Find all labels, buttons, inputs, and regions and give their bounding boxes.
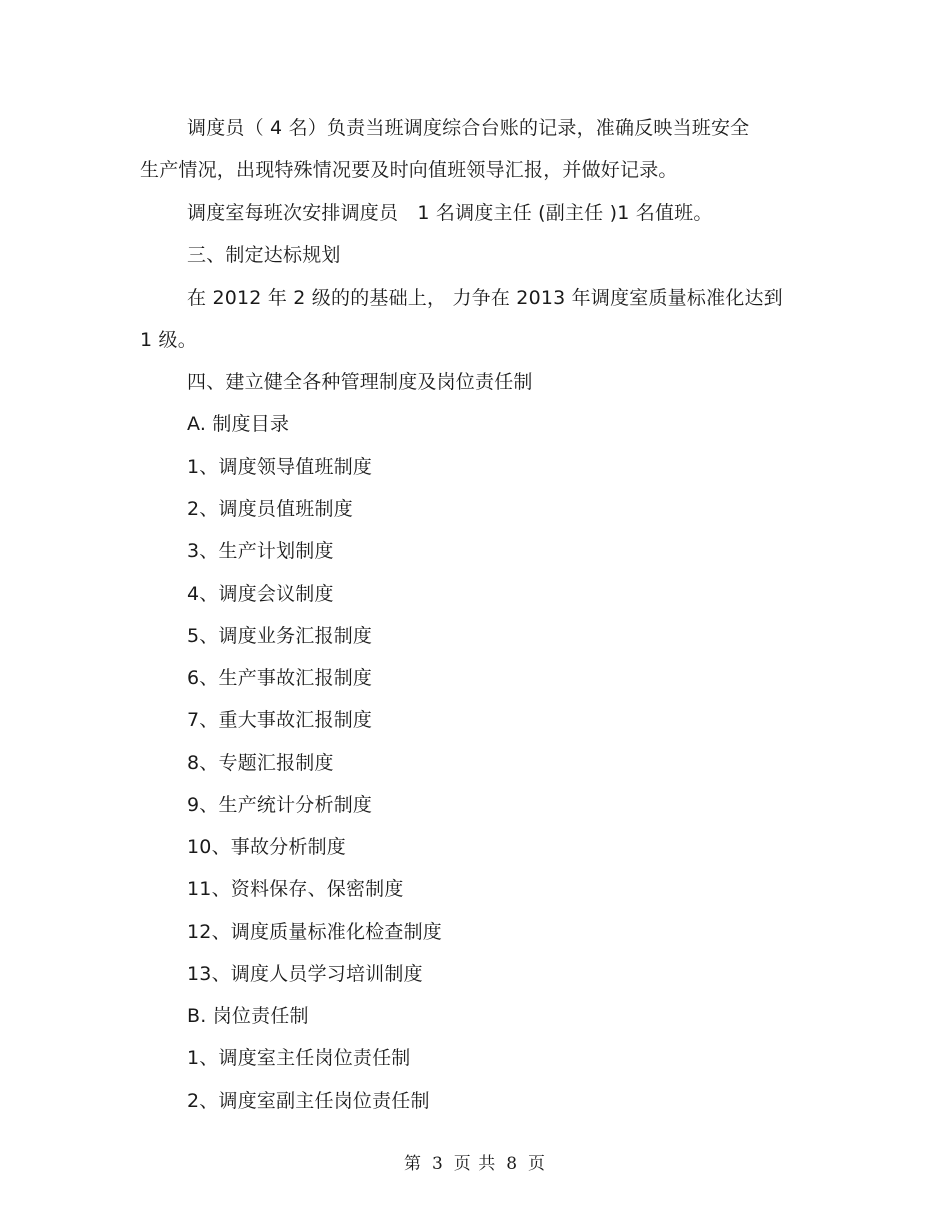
list-item: 2、调度室副主任岗位责任制	[187, 1090, 430, 1112]
list-item: 4、调度会议制度	[187, 583, 334, 605]
total-pages-number: 8	[506, 1154, 519, 1174]
footer-suffix: 页	[528, 1154, 547, 1174]
list-item: 10、事故分析制度	[187, 836, 346, 858]
list-item: 6、生产事故汇报制度	[187, 667, 373, 689]
list-item: 3、生产计划制度	[187, 540, 334, 562]
list-item: 2、调度员值班制度	[187, 498, 353, 520]
paragraph-dispatcher-duty-line1: 调度员（ 4 名）负责当班调度综合台账的记录，准确反映当班安全	[187, 117, 750, 139]
subsection-a-heading: A. 制度目录	[187, 413, 290, 435]
paragraph-dispatcher-duty-line2: 生产情况，出现特殊情况要及时向值班领导汇报，并做好记录。	[140, 159, 678, 181]
paragraph-plan-line2: 1 级。	[140, 329, 197, 351]
footer-prefix: 第	[403, 1154, 422, 1174]
list-item: 5、调度业务汇报制度	[187, 625, 373, 647]
paragraph-shift-arrangement: 调度室每班次安排调度员 1 名调度主任 (副主任 )1 名值班。	[187, 202, 713, 224]
current-page-number: 3	[431, 1154, 444, 1174]
section-4-heading: 四、建立健全各种管理制度及岗位责任制	[187, 371, 533, 393]
list-item: 1、调度室主任岗位责任制	[187, 1047, 411, 1069]
list-item: 8、专题汇报制度	[187, 752, 334, 774]
page-footer	[0, 1152, 950, 1176]
list-item: 7、重大事故汇报制度	[187, 709, 373, 731]
footer-middle: 页 共	[453, 1154, 497, 1174]
list-item: 9、生产统计分析制度	[187, 794, 373, 816]
list-item: 1、调度领导值班制度	[187, 456, 373, 478]
list-item: 12、调度质量标准化检查制度	[187, 921, 442, 943]
paragraph-plan-line1: 在 2012 年 2 级的的基础上， 力争在 2013 年调度室质量标准化达到	[187, 287, 783, 309]
list-item: 13、调度人员学习培训制度	[187, 963, 423, 985]
list-item: 11、资料保存、保密制度	[187, 878, 404, 900]
section-3-heading: 三、制定达标规划	[187, 244, 341, 266]
subsection-b-heading: B. 岗位责任制	[187, 1005, 309, 1027]
